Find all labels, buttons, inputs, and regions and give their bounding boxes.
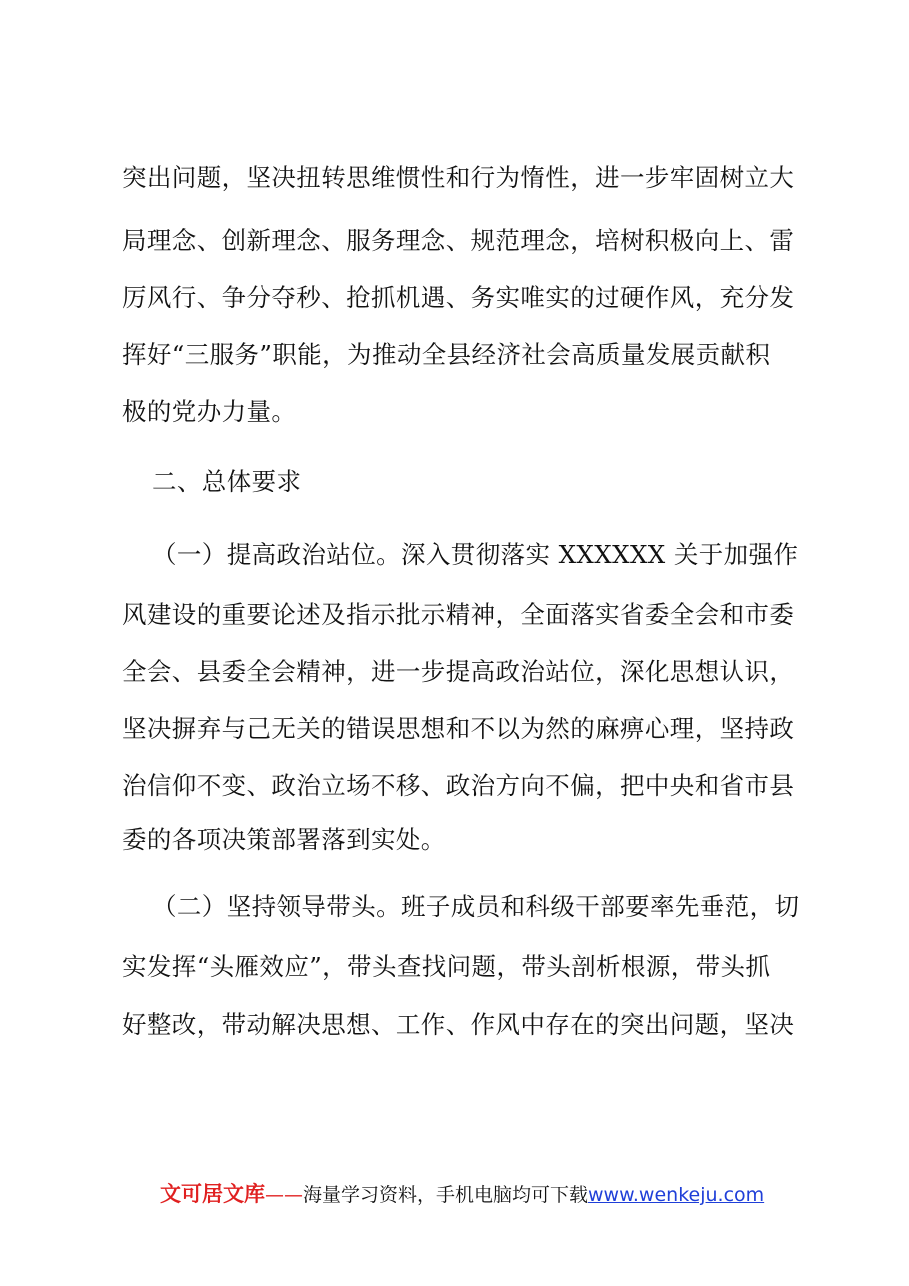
section-heading: 二、总体要求 [152, 467, 302, 496]
paragraph-line: 风建设的重要论述及指示批示精神，全面落实省委全会和市委 [122, 600, 795, 629]
footer-tagline: 海量学习资料，手机电脑均可下载 [303, 1184, 589, 1206]
paragraph-line: 厉风行、争分夺秒、抢抓机遇、务实唯实的过硬作风，充分发 [122, 283, 795, 312]
paragraph-line: 坚决摒弃与己无关的错误思想和不以为然的麻痹心理，坚持政 [122, 714, 795, 743]
paragraph-line: （二）坚持领导带头。班子成员和科级干部要率先垂范，切 [152, 892, 800, 921]
paragraph-line: 委的各项决策部署落到实处。 [122, 825, 446, 854]
paragraph-line: 全会、县委全会精神，进一步提高政治站位，深化思想认识， [122, 657, 795, 686]
brand-name: 文可居文库 [160, 1182, 265, 1206]
paragraph-line: 极的党办力量。 [122, 397, 297, 426]
paragraph-line: 局理念、创新理念、服务理念、规范理念，培树积极向上、雷 [122, 226, 795, 255]
footer-banner [160, 1181, 764, 1208]
footer-dash: —— [265, 1184, 303, 1206]
paragraph-line: （一）提高政治站位。深入贯彻落实 XXXXXX 关于加强作 [152, 540, 799, 569]
website-link[interactable]: www.wenkeju.com [588, 1184, 765, 1206]
paragraph-line: 治信仰不变、政治立场不移、政治方向不偏，把中央和省市县 [122, 771, 795, 800]
paragraph-line: 突出问题，坚决扭转思维惯性和行为惰性，进一步牢固树立大 [122, 163, 795, 192]
paragraph-line: 挥好“三服务”职能，为推动全县经济社会高质量发展贡献积 [122, 340, 771, 369]
paragraph-line: 好整改，带动解决思想、工作、作风中存在的突出问题，坚决 [122, 1010, 795, 1039]
paragraph-line: 实发挥“头雁效应”，带头查找问题，带头剖析根源，带头抓 [122, 952, 771, 981]
